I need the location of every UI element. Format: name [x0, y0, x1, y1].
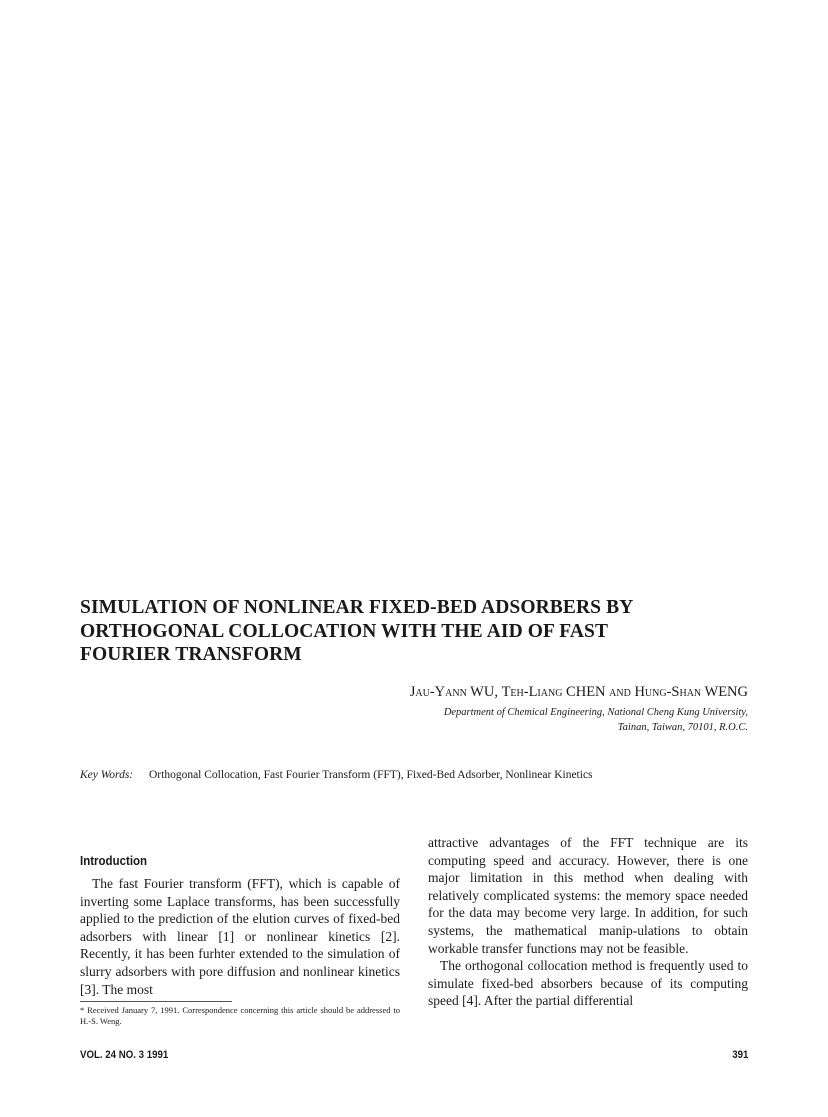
affiliation — [444, 705, 748, 735]
author-separator: , — [494, 684, 502, 700]
body-paragraph: The fast Fourier transform (FFT), which is capable of inverting some Laplace transforms, has been successfully applied to the prediction of the elution curves of fixed-bed adsorbers with linear [1] or nonlinear kinetics [2]. Recently, it has been furhter extended to the simulation of slurry adsorbers with pore diffusion and nonlinear kinetics [3]. The most — [80, 876, 400, 997]
author-name: Jau-Yann WU — [409, 684, 495, 700]
article-title — [80, 596, 760, 667]
section-heading: Introduction — [80, 854, 148, 868]
author-separator: and — [605, 684, 635, 700]
title-line: FOURIER TRANSFORM — [80, 644, 302, 665]
page-number: 391 — [731, 1049, 748, 1061]
left-column — [80, 853, 400, 998]
author-name: Teh-Liang CHEN — [501, 684, 606, 700]
footnote: * Received January 7, 1991. Correspondence concerning this article should be addressed to H.-S. Weng. — [80, 1005, 400, 1026]
affiliation-line: Department of Chemical Engineering, National Cheng Kung University, — [443, 707, 748, 718]
keywords-text: Orthogonal Collocation, Fast Fourier Transform (FFT), Fixed-Bed Adsorber, Nonlinear Kinetics — [149, 769, 593, 781]
author-name: Hung-Shan WENG — [634, 684, 748, 700]
footnote-rule — [80, 1001, 232, 1002]
author-list — [410, 683, 748, 701]
body-paragraph: The orthogonal collocation method is frequently used to simulate fixed-bed absorbers because of its computing speed [4]. After the partial differential — [428, 958, 748, 1009]
title-line: ORTHOGONAL COLLOCATION WITH THE AID OF FAST — [80, 620, 609, 642]
title-line: SIMULATION OF NONLINEAR FIXED-BED ADSORBERS BY — [80, 597, 634, 618]
keywords-label: Key Words: — [80, 769, 134, 781]
journal-volume-footer: VOL. 24 NO. 3 1991 — [80, 1049, 169, 1061]
affiliation-line: Tainan, Taiwan, 70101, R.O.C. — [617, 722, 748, 733]
body-paragraph: attractive advantages of the FFT technique are its computing speed and accuracy. However, there is one major limitation in this method when dealing with relatively complicated systems: the memory space needed for the data may become very large. In addition, for such systems, the mathematical manip-ulations to obtain workable transfer functions may not be feasible. — [428, 835, 748, 956]
right-column — [428, 834, 748, 1010]
